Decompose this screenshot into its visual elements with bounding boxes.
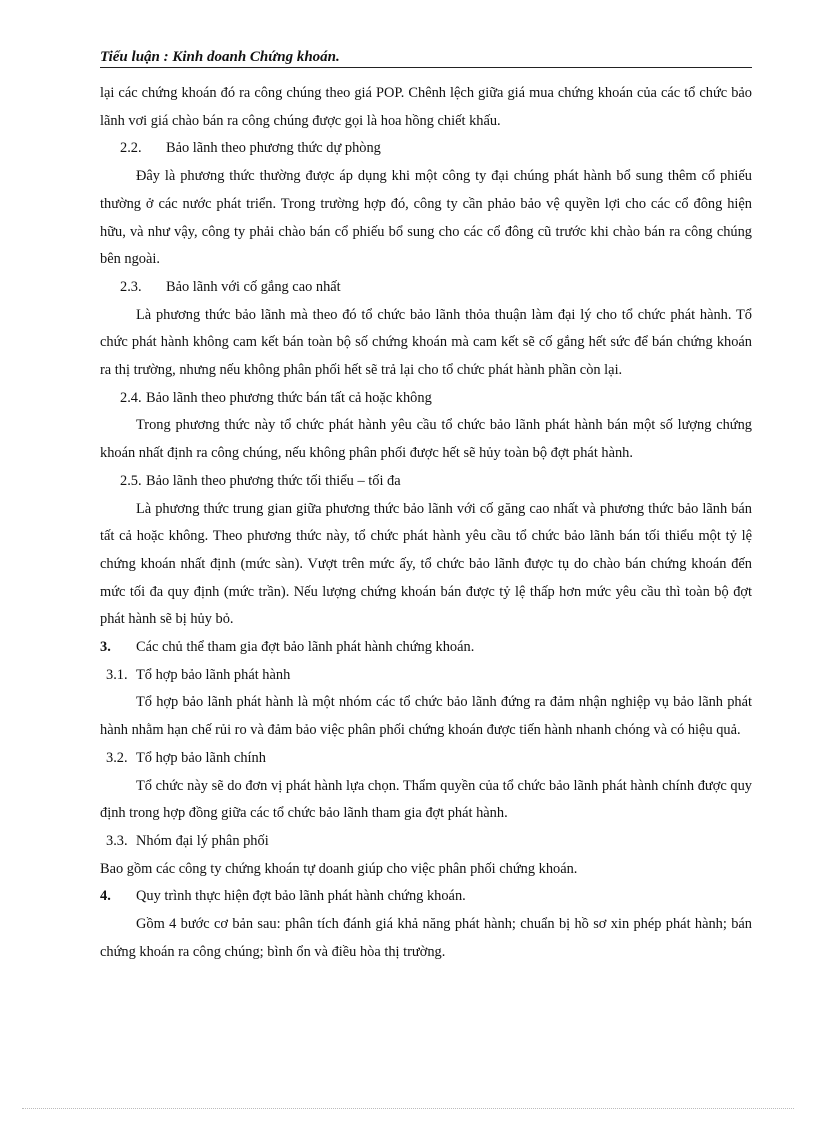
section-number: 2.3. — [120, 278, 142, 295]
paragraph-3-2: Tổ chức này sẽ do đơn vị phát hành lựa chọn. Thẩm quyền của tổ chức bảo lãnh phát hành chính được quy định trong hợp đồng giữa các tổ chức bảo lãnh tham gia đợt phát hành. — [100, 777, 752, 822]
section-number: 2.5. — [120, 472, 142, 489]
document-body — [100, 80, 752, 967]
paragraph-2-3: Là phương thức bảo lãnh mà theo đó tổ chức bảo lãnh thỏa thuận làm đại lý cho tổ chức phát hành. Tổ chức phát hành không cam kết bán toàn bộ số chứng khoán mà cam kết sẽ cố gắng hết sức để bán chứng khoán ra thị trường, nhưng nếu không phân phối hết sẽ trả lại cho tổ chức phát hành phần còn lại. — [100, 306, 752, 379]
section-4-heading — [100, 883, 752, 911]
section-2-2-heading — [100, 135, 752, 163]
section-number: 4. — [100, 888, 111, 905]
paragraph-3-1: Tổ hợp bảo lãnh phát hành là một nhóm các tổ chức bảo lãnh đứng ra đảm nhận nghiệp vụ bảo lãnh phát hành nhằm hạn chế rủi ro và đảm bảo việc phân phối chứng khoán được tiến hành nhanh chóng và có hiệu quả. — [100, 694, 752, 739]
section-title: Bảo lãnh theo phương thức bán tất cả hoặc không — [146, 389, 432, 406]
paragraph-4: Gồm 4 bước cơ bản sau: phân tích đánh giá khả năng phát hành; chuẩn bị hồ sơ xin phép phát hành; bán chứng khoán ra công chúng; bình ổn và điều hòa thị trường. — [100, 916, 752, 960]
page-bottom-border — [22, 1108, 794, 1109]
paragraph-pop: lại các chứng khoán đó ra công chúng theo giá POP. Chênh lệch giữa giá mua chứng khoán của các tổ chức bảo lãnh vơi giá chào bán ra công chúng được gọi là hoa hồng chiết khấu. — [100, 85, 752, 129]
section-3-heading — [100, 634, 752, 662]
paragraph-3-3: Bao gồm các công ty chứng khoán tự doanh giúp cho việc phân phối chứng khoán. — [100, 860, 578, 877]
section-title: Tổ hợp bảo lãnh chính — [136, 749, 266, 766]
section-title: Bảo lãnh theo phương thức dự phòng — [166, 140, 381, 157]
section-number: 3. — [100, 639, 111, 656]
section-title: Quy trình thực hiện đợt bảo lãnh phát hành chứng khoán. — [136, 888, 466, 905]
section-2-5-heading — [100, 468, 752, 496]
section-title: Nhóm đại lý phân phối — [136, 832, 269, 849]
paragraph-2-2: Đây là phương thức thường được áp dụng khi một công ty đại chúng phát hành bổ sung thêm cổ phiếu thường ở các nước phát triển. Trong trường hợp đó, công ty cần phảo bảo vệ quyền lợi cho các cổ đông hiện hữu, và như vậy, công ty phải chào bán cổ phiếu bổ sung cho các cổ đông cũ trước khi chào bán ra công chúng bên ngoài. — [100, 168, 752, 268]
section-number: 3.2. — [106, 749, 128, 766]
section-3-2-heading — [100, 745, 752, 773]
section-3-3-heading — [100, 828, 752, 856]
page-header: Tiểu luận : Kinh doanh Chứng khoán. — [100, 48, 752, 68]
paragraph-2-4: Trong phương thức này tổ chức phát hành yêu cầu tổ chức bảo lãnh phát hành bán một số lượng chứng khoán nhất định ra công chúng, nếu không phân phối được hết sẽ hủy toàn bộ đợt phát hành. — [100, 417, 752, 462]
section-number: 2.2. — [120, 140, 142, 157]
paragraph-2-5: Là phương thức trung gian giữa phương thức bảo lãnh với cố găng cao nhất và phương thức bảo lãnh bán tất cả hoặc không. Theo phương thức này, tổ chức phát hành yêu cầu tổ chức bảo lãnh bán tối thiểu một tỷ lệ chứng khoán nhất định (mức sàn). Vượt trên mức ấy, tổ chức bảo lãnh được tụ do chào bán chứng khoán đến mức tối đa quy định (mức trần). Nếu lượng chứng khoán bán được tỷ lệ thấp hơn mức yêu cầu thì toàn bộ đợt phát hành sẽ bị hủy bỏ. — [100, 500, 752, 628]
section-title: Tổ hợp bảo lãnh phát hành — [136, 666, 291, 683]
section-2-3-heading — [100, 274, 752, 302]
section-title: Bảo lãnh theo phương thức tối thiểu – tối đa — [146, 472, 401, 489]
section-number: 2.4. — [120, 389, 142, 406]
section-title: Các chủ thể tham gia đợt bảo lãnh phát hành chứng khoán. — [136, 639, 475, 656]
section-3-1-heading — [100, 662, 752, 690]
section-number: 3.3. — [106, 832, 128, 849]
section-title: Bảo lãnh với cố gắng cao nhất — [166, 278, 341, 295]
section-2-4-heading — [100, 385, 752, 413]
section-number: 3.1. — [106, 666, 128, 683]
